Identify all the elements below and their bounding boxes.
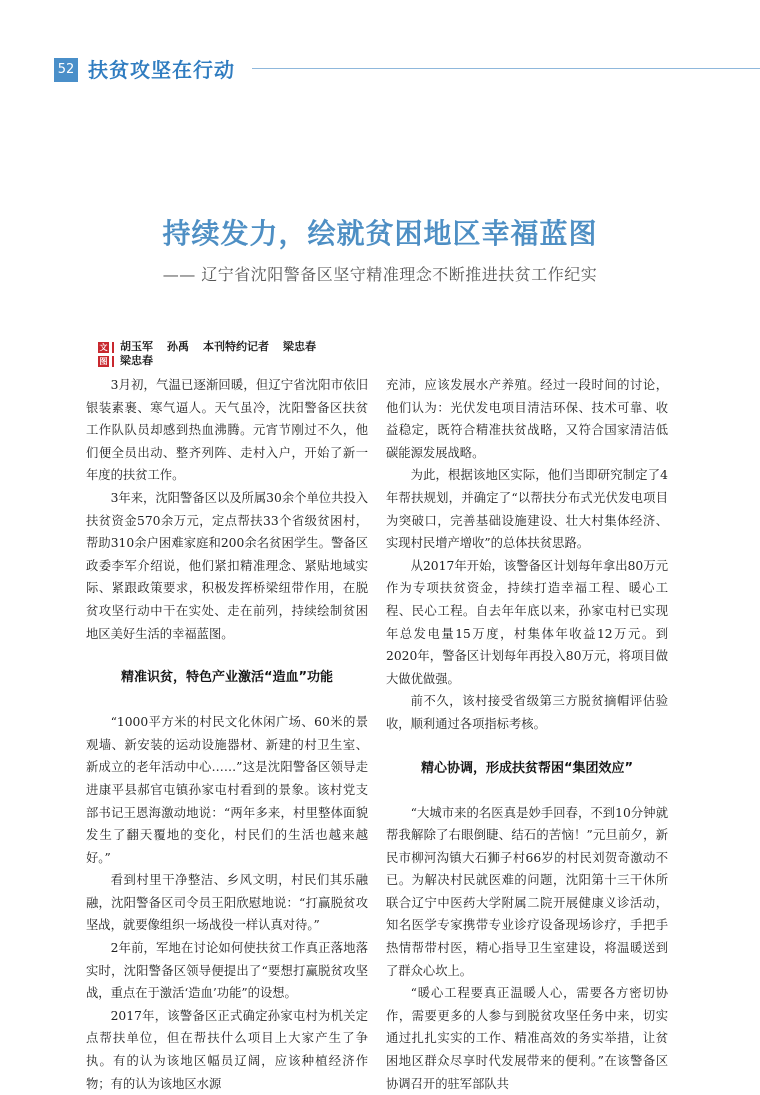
byline-photo <box>98 352 153 368</box>
section-title: 扶贫攻坚在行动 <box>88 58 235 82</box>
paragraph: 3月初，气温已逐渐回暖，但辽宁省沈阳市依旧银装素裹、寒气逼人。天气虽冷，沈阳警备区扶贫工作队队员却感到热血沸腾。元宵节刚过不久，他们便全员出动、整齐列阵、走村入户，开始了新一年度的扶贫工作。 <box>86 378 368 483</box>
author-name: 梁忠春 <box>283 340 316 353</box>
paragraph: “1000平方米的村民文化休闲广场、60米的景观墙、新安装的运动设施器材、新建的村卫生室、新成立的老年活动中心……”这是沈阳警备区领导走进康平县郝官屯镇孙家屯村看到的景象。该村党支部书记王恩海激动地说：“两年多来，村里整体面貌发生了翻天覆地的变化，村民们的生活也越来越好。” <box>86 715 368 865</box>
paragraph: 前不久，该村接受省级第三方脱贫摘帽评估验收，顺利通过各项指标考核。 <box>386 694 668 731</box>
paragraph: “大城市来的名医真是妙手回春，不到10分钟就帮我解除了右眼倒睫、结石的苦恼！”元旦前夕，新民市柳河沟镇大石狮子村66岁的村民刘贺奇激动不已。为解决村民就医难的问题，沈阳第十三干休所联合辽宁中医药大学附属二院开展健康义诊活动，知名医学专家携带专业诊疗设备现场诊疗，手把手热情帮带村医，精心指导卫生室建设，将温暖送到了群众心坎上。 <box>386 805 668 978</box>
paragraph: 为此，根据该地区实际，他们当即研究制定了4年帮扶规划，并确定了“以帮扶分布式光伏发电项目为突破口，完善基础设施建设、壮大村集体经济、实现村民增产增收”的总体扶贫思路。 <box>386 468 668 551</box>
left-column <box>86 374 368 1095</box>
header-rule <box>252 68 760 69</box>
credit-bar <box>112 342 114 353</box>
section-heading: 精心协调，形成扶贫帮困“集团效应” <box>420 760 634 776</box>
photo-credit-tag: 图 <box>99 356 108 366</box>
author-role: 本刊特约记者 <box>203 340 269 353</box>
paragraph: 2017年，该警备区正式确定孙家屯村为机关定点帮扶单位，但在帮扶什么项目上大家产生了争执。有的认为该地区幅员辽阔，应该种植经济作物；有的认为该地区水源 <box>86 1008 368 1091</box>
article-subtitle: —— 辽宁省沈阳警备区坚守精准理念不断推进扶贫工作纪实 <box>162 265 598 284</box>
paragraph: “暖心工程要真正温暖人心，需要各方密切协作，需要更多的人参与到脱贫攻坚任务中来，切实通过扎扎实实的工作、精准高效的务实举措，让贫困地区群众尽享时代发展带来的便利。”在该警备区协调召开的驻军部队共 <box>386 986 668 1091</box>
text-credit-tag: 文 <box>99 342 108 352</box>
photographer-name: 梁忠春 <box>120 354 153 367</box>
page-number-badge: 52 <box>54 58 78 82</box>
credit-bar <box>112 356 114 367</box>
paragraph: 充沛，应该发展水产养殖。经过一段时间的讨论，他们认为：光伏发电项目清洁环保、技术可靠、收益稳定，既符合精准扶贫战略，又符合国家清洁低碳能源发展战略。 <box>386 378 668 460</box>
author-name: 胡玉军 <box>120 340 153 353</box>
section-heading: 精准识贫，特色产业激活“造血”功能 <box>120 670 334 686</box>
paragraph: 3年来，沈阳警备区以及所属30余个单位共投入扶贫资金570余万元，定点帮扶33个省级贫困村，帮助310余户困难家庭和200余名贫困学生。警备区政委李军介绍说，他们紧扣精准理念、紧贴地域实际、紧跟政策要求，积极发挥桥梁纽带作用，在脱贫攻坚行动中干在实处、走在前列，持续绘制贫困地区美好生活的幸福蓝图。 <box>86 490 368 641</box>
paragraph: 看到村里干净整洁、乡风文明，村民们其乐融融，沈阳警备区司令员王阳欣慰地说：“打赢脱贫攻坚战，就要像组织一场战役一样认真对待。” <box>86 873 368 933</box>
paragraph: 2年前，军地在讨论如何使扶贫工作真正落地落实时，沈阳警备区领导便提出了“要想打赢脱贫攻坚战，重点在于激活‘造血’功能”的设想。 <box>86 941 368 1001</box>
article-title: 持续发力，绘就贫困地区幸福蓝图 <box>162 217 598 250</box>
paragraph: 从2017年开始，该警备区计划每年拿出80万元作为专项扶贫资金，持续打造幸福工程、暖心工程、民心工程。自去年年底以来，孙家屯村已实现年总发电量15万度，村集体年收益12万元。到2020年，警备区计划每年再投入80万元，将项目做大做优做强。 <box>386 558 668 686</box>
author-name: 孙禹 <box>167 340 189 353</box>
right-column <box>386 374 668 1095</box>
